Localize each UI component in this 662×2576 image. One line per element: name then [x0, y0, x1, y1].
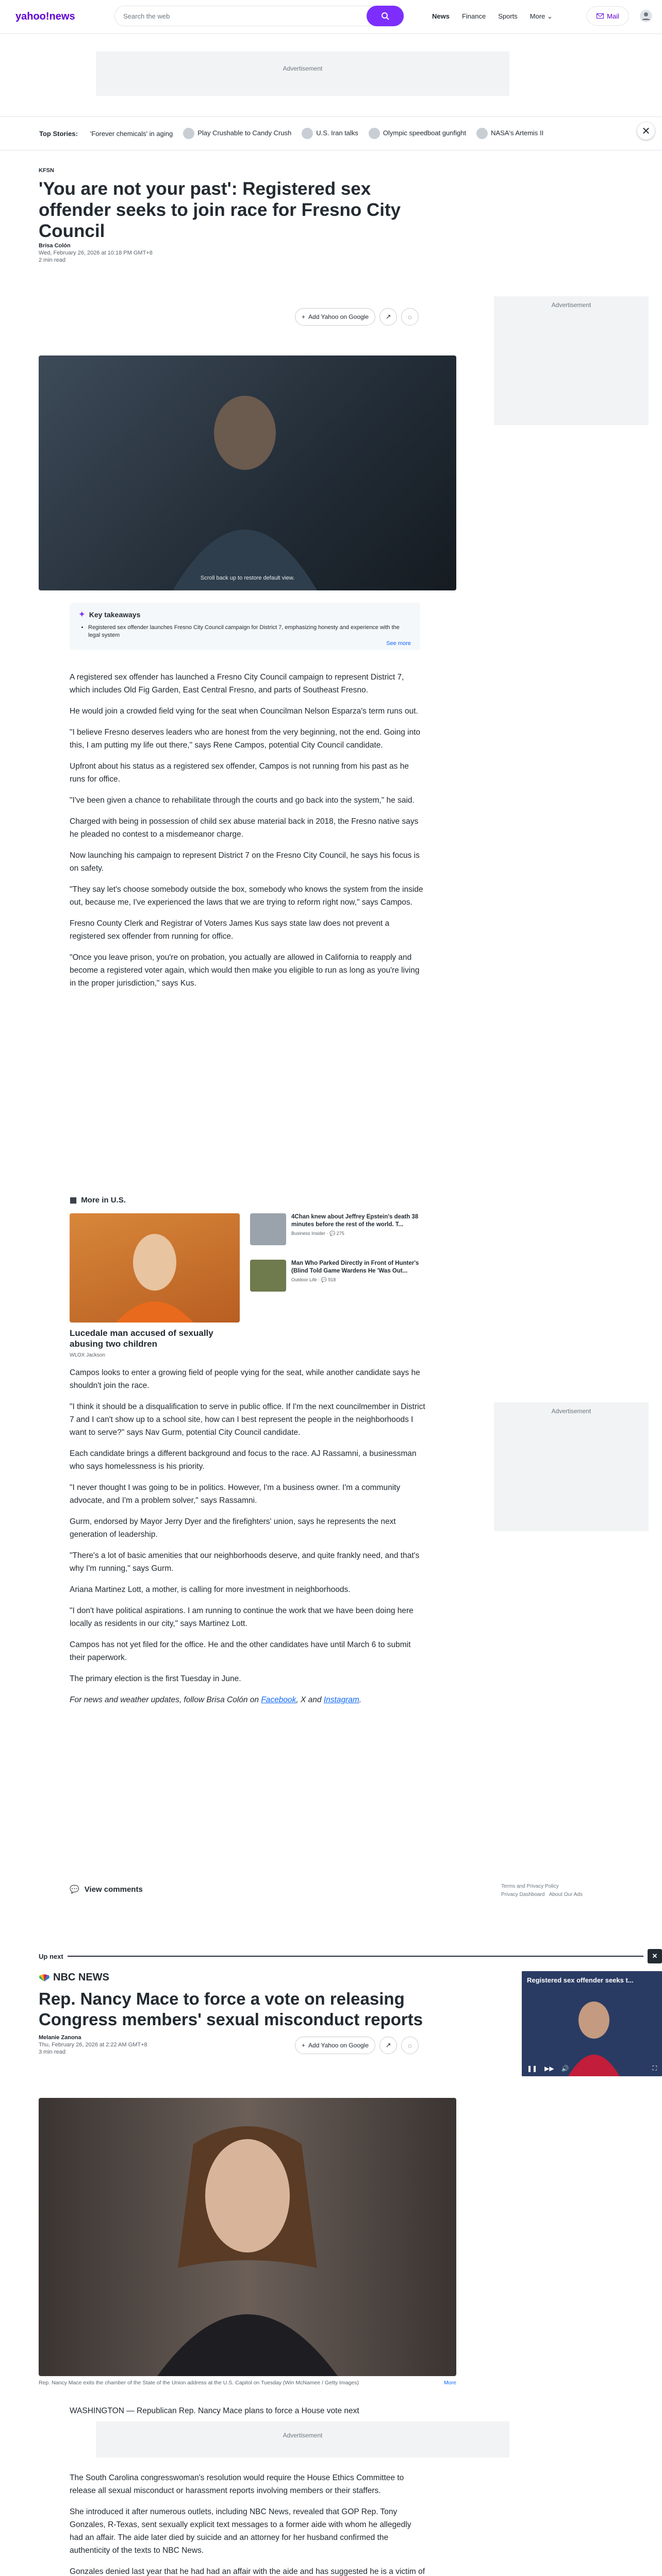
read-time: 2 min read — [39, 257, 65, 263]
add-google-button[interactable]: + Add Yahoo on Google — [295, 308, 375, 326]
author-name[interactable]: Melanie Zanona — [39, 2035, 81, 2041]
takeaway-item: • Registered sex offender launches Fresno City Council campaign for District 7, emphasizing honesty and experience with the legal system — [88, 624, 411, 639]
sticky-video-figure — [522, 1971, 662, 2076]
paragraph: "I think it should be a disqualification to serve in public office. If I'm the next councilmember in District 7 and I can't show up to a school site, how can I best represent the people in the neighborhoods I want to serve?" says Nav Gurm, potential City Council candidate. — [70, 1402, 425, 1437]
comment-icon: 💬 — [70, 1885, 79, 1894]
share-icon: ↗ — [385, 2041, 391, 2049]
caption-more-link[interactable]: More — [444, 2380, 456, 2386]
up-next-divider — [39, 1949, 662, 1963]
article-body — [70, 671, 425, 998]
pause-icon[interactable]: ❚❚ — [527, 2065, 538, 2072]
portrait-figure — [39, 2098, 456, 2376]
top-stories-label: Top Stories: — [39, 129, 78, 138]
side-story-source: Business Insider · 💬 275 — [291, 1231, 344, 1236]
ad-label: Advertisement — [283, 65, 323, 72]
top-ad[interactable] — [96, 52, 509, 96]
paragraph: WASHINGTON — Republican Rep. Nancy Mace plans to force a House vote next — [70, 2406, 359, 2415]
top-story-item[interactable]: 'Forever chemicals' in aging — [90, 129, 173, 138]
mail-icon — [597, 13, 604, 19]
peacock-icon — [39, 1974, 50, 1982]
paragraph: "I don't have political aspirations. I am running to continue the work that we have been doing here locally as residents in our city," says Martinez Lott. — [70, 1606, 413, 1628]
paragraph: Campos has not yet filed for the office. He and the other candidates have until March 6 to submit their paperwork. — [70, 1640, 411, 1662]
mail-label: Mail — [607, 12, 619, 20]
sparkle-icon: ✦ — [79, 610, 85, 618]
forward-icon[interactable]: ▶▶ — [544, 2065, 554, 2072]
rail-ad[interactable]: Advertisement — [494, 296, 649, 425]
see-more-link[interactable]: See more — [386, 640, 411, 647]
divider-line — [68, 1956, 643, 1957]
share-button[interactable] — [379, 2037, 397, 2054]
more-in-us-header: ▦ More in U.S. — [70, 1195, 126, 1205]
about-ads-link[interactable]: About Our Ads — [549, 1892, 583, 1897]
paragraph: Charged with being in possession of child sex abuse material back in 2018, the Fresno native says he pleaded no contest to a misdemeanor charge. — [70, 817, 419, 839]
more-side-story[interactable] — [250, 1213, 428, 1245]
more-side-story[interactable] — [250, 1260, 428, 1292]
comment-button[interactable] — [401, 2037, 419, 2054]
comment-icon: ◌ — [408, 2041, 412, 2049]
paragraph: "I've been given a chance to rehabilitate through the courts and go back into the system," he said. — [70, 796, 415, 805]
follow-line: For news and weather updates, follow Brisa Colón on Facebook, X and Instagram. — [70, 1696, 362, 1704]
caption-text: Rep. Nancy Mace exits the chamber of the State of the Union address at the U.S. Capitol on Tuesday (Win McNamee / Getty Images) — [39, 2380, 359, 2386]
side-story-title: 4Chan knew about Jeffrey Epstein's death 38 minutes before the rest of the world. T... — [291, 1214, 419, 1228]
search-input[interactable]: Search the web — [123, 12, 170, 20]
inline-ad[interactable]: Advertisement — [96, 2421, 509, 2458]
paragraph: "I never thought I was going to be in politics. However, I'm a business owner. I'm a community advocate, and I'm a problem solver," says Rassamni. — [70, 1483, 401, 1505]
paragraph: "I believe Fresno deserves leaders who are honest from the very beginning, not the end. Going into this, I am putting my life out there," says Rene Campos, potential City Council candidate. — [70, 728, 421, 750]
top-stories-bar — [0, 116, 662, 150]
paragraph: "Once you leave prison, you're on probation, you actually are allowed in California to reapply and become a registered voter again, which would then make you eligible to run as long as you're living in the proper jurisdiction," says Kus. — [70, 953, 420, 988]
top-story-item[interactable]: Play Crushable to Candy Crush — [183, 128, 291, 139]
paragraph: Gurm, endorsed by Mayor Jerry Dyer and the firefighters' union, says he represents the next generation of leadership. — [70, 1517, 396, 1539]
side-story-title: Man Who Parked Directly in Front of Hunter's (Blind Told Game Wardens He 'Was Out... — [291, 1260, 419, 1274]
close-button[interactable] — [637, 122, 655, 140]
comment-button[interactable] — [401, 308, 419, 326]
volume-icon[interactable]: 🔊 — [561, 2065, 569, 2072]
share-button[interactable] — [379, 308, 397, 326]
comment-icon: 💬 — [321, 1277, 327, 1282]
paragraph: Each candidate brings a different background and focus to the race. AJ Rassamni, a businessman who says homelessness is his priority. — [70, 1449, 417, 1471]
story-thumb-icon — [183, 128, 194, 139]
fullscreen-icon[interactable]: ⛶ — [652, 2064, 657, 2072]
paragraph: The South Carolina congresswoman's resolution would require the House Ethics Committee to release all sexual misconduct or harassment reports involving members or their staffers. — [70, 2473, 404, 2495]
mail-button[interactable] — [587, 6, 629, 26]
article-source[interactable]: KFSN — [39, 167, 54, 174]
mugshot-figure — [70, 1213, 240, 1323]
image-caption — [39, 2379, 456, 2386]
paragraph: Ariana Martinez Lott, a mother, is calling for more investment in neighborhoods. — [70, 1585, 351, 1594]
article-video[interactable] — [39, 355, 456, 590]
card-source: WLOX Jackson — [70, 1352, 105, 1358]
story-thumb-icon — [369, 128, 380, 139]
grid-icon: ▦ — [70, 1196, 77, 1205]
share-bar — [295, 2037, 419, 2054]
nbc-news-logo[interactable]: NBC NEWS — [39, 1972, 109, 1984]
story-thumb-icon — [476, 128, 488, 139]
more-main-card[interactable] — [70, 1213, 240, 1358]
sticky-video-player[interactable] — [522, 1971, 662, 2076]
nav-finance[interactable]: Finance — [461, 12, 486, 20]
article-date: Thu, February 26, 2026 at 2:22 AM GMT+8 — [39, 2042, 147, 2048]
video-caption: Scroll back up to restore default view. — [200, 575, 295, 581]
story-thumbnail — [250, 1213, 286, 1245]
share-icon: ↗ — [385, 313, 391, 320]
plus-icon: + — [302, 2042, 306, 2049]
facebook-link[interactable]: Facebook — [261, 1696, 296, 1704]
add-google-button[interactable]: + Add Yahoo on Google — [295, 2037, 375, 2054]
comment-icon: 💬 — [329, 1231, 336, 1236]
paragraph: She introduced it after numerous outlets, including NBC News, revealed that GOP Rep. Tony Gonzales, R-Texas, sent sexually explicit text messages to a former aide with whom he allegedly had an affair. The aide later died by suicide and an attorney for her husband confirmed the authenticity of the texts to NBC News. — [70, 2507, 411, 2555]
nav-news[interactable]: News — [432, 12, 450, 20]
paragraph: "There's a lot of basic amenities that our neighborhoods deserve, and quite frankly need, and that's why I'm running," says Gurm. — [70, 1551, 420, 1573]
paragraph: Campos looks to enter a growing field of people vying for the seat, while another candidate says he shouldn't join the race. — [70, 1368, 420, 1390]
main-nav — [432, 12, 553, 21]
article-date: Wed, February 26, 2026 at 10:18 PM GMT+8 — [39, 250, 153, 256]
article2-title: Rep. Nancy Mace to force a vote on releasing Congress members' sexual misconduct reports — [39, 1989, 423, 2029]
profile-avatar-icon[interactable] — [639, 9, 653, 23]
paragraph: Gonzales denied last year that he had had an affair with the aide and has suggested he is a victim of — [70, 2567, 425, 2576]
search-box[interactable] — [114, 6, 404, 26]
close-icon: ✕ — [641, 125, 651, 137]
site-header — [0, 0, 662, 34]
video-person-figure — [39, 355, 456, 590]
up-next-label: Up next — [39, 1952, 63, 1960]
rail-ad[interactable]: Advertisement — [494, 1402, 649, 1531]
article2-byline — [39, 2034, 147, 2056]
paragraph: The primary election is the first Tuesday in June. — [70, 1674, 241, 1683]
article-title: 'You are not your past': Registered sex offender seeks to join race for Fresno City Council — [39, 179, 401, 241]
top-story-item[interactable]: U.S. Iran talks — [302, 128, 358, 139]
privacy-dashboard-link[interactable]: Privacy Dashboard — [501, 1892, 545, 1897]
close-icon: ✕ — [652, 1952, 658, 1960]
view-comments-button[interactable]: 💬 View comments — [70, 1885, 143, 1894]
plus-icon: + — [302, 313, 306, 320]
key-takeaways-title: Key takeaways — [89, 610, 141, 619]
nav-more[interactable]: More ⌄ — [529, 12, 553, 20]
read-time: 3 min read — [39, 2049, 65, 2055]
paragraph: Upfront about his status as a registered sex offender, Campos is not running from his past as he runs for office. — [70, 762, 409, 784]
paragraph: A registered sex offender has launched a Fresno City Council campaign to represent District 7, which includes Old Fig Garden, East Central Fresno, and parts of Southeast Fresno. — [70, 673, 404, 694]
search-icon — [381, 12, 389, 20]
footer-links — [501, 1883, 583, 1899]
author-name[interactable]: Brisa Colón — [39, 243, 71, 249]
article2-body — [70, 2404, 425, 2417]
article2-body-2 — [70, 2471, 425, 2576]
article-body-2 — [70, 1366, 425, 1706]
share-bar — [295, 308, 419, 326]
key-takeaways — [70, 603, 420, 650]
video-controls — [527, 2065, 569, 2072]
paragraph: Fresno County Clerk and Registrar of Voters James Kus says state law does not prevent a registered sex offender from running for office. — [70, 919, 390, 941]
article2-image[interactable] — [39, 2098, 456, 2376]
story-thumbnail — [250, 1260, 286, 1292]
comment-icon: ◌ — [408, 313, 412, 321]
close-up-next-button[interactable] — [648, 1949, 662, 1963]
yahoo-news-logo[interactable]: yahoo!news — [15, 11, 75, 22]
paragraph: Now launching his campaign to represent District 7 on the Fresno City Council, he says his focus is on safety. — [70, 851, 420, 873]
paragraph: "They say let's choose somebody outside the box, somebody who knows the system from the inside out, because me, I've experienced the laws that we are trying to reform right now," says Campos. — [70, 885, 423, 907]
nav-sports[interactable]: Sports — [498, 12, 518, 20]
card-image — [70, 1213, 240, 1323]
search-button[interactable] — [367, 6, 404, 26]
story-thumb-icon — [302, 128, 313, 139]
terms-link[interactable]: Terms and Privacy Policy — [501, 1884, 559, 1889]
side-story-source: Outdoor Life · 💬 918 — [291, 1277, 336, 1282]
article-byline — [39, 242, 153, 264]
top-story-item[interactable]: NASA's Artemis II — [476, 128, 543, 139]
card-title: Lucedale man accused of sexually abusing two children — [70, 1328, 213, 1349]
top-story-item[interactable]: Olympic speedboat gunfight — [369, 128, 466, 139]
sticky-video-title: Registered sex offender seeks t... — [527, 1976, 634, 1984]
paragraph: He would join a crowded field vying for the seat when Councilman Nelson Esparza's term runs out. — [70, 707, 418, 716]
instagram-link[interactable]: Instagram — [323, 1696, 359, 1704]
